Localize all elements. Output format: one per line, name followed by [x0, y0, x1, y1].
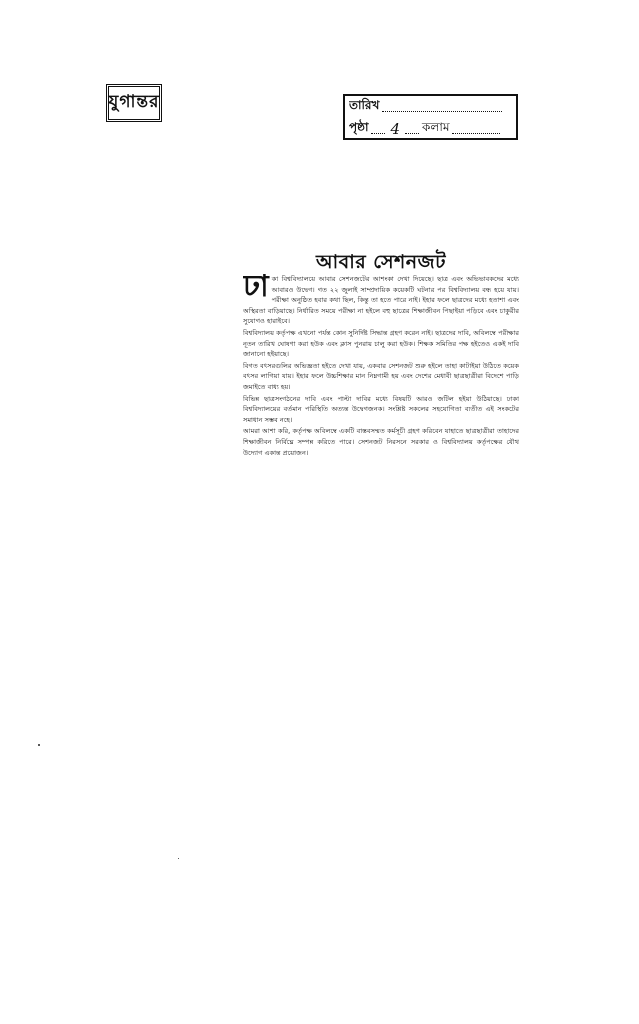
date-page-stamp	[343, 94, 518, 140]
newspaper-name: যুগান্তর	[108, 92, 160, 112]
paragraph: কা বিশ্ববিদ্যালয়ে আবার সেশনজটের আশংকা দেখা দিয়েছে। ছাত্র এবং অভিভাবকদের মধ্যে আবারও উদ্বেগ। গত ২২ জুলাই সাম্প্রদায়িক কয়েকটি ঘটনার পর বিশ্ববিদ্যালয় বন্ধ হয়ে যায়। পরীক্ষা অনুষ্ঠিত হবার কথা ছিল, কিন্তু তা হতে পারে নাই। ইহার ফলে ছাত্রদের মধ্যে হতাশা এবং অস্থিরতা বাড়িয়াছে। নির্ধারিত সময়ে পরীক্ষা না হইলে বহু ছাত্রের শিক্ষাজীবন পিছাইয়া পড়িবে এবং চাকুরীর সুযোগও হারাইবে।	[243, 275, 519, 326]
scan-speck	[38, 744, 40, 746]
page-column-row	[349, 119, 512, 139]
newspaper-name-stamp	[106, 84, 162, 122]
paragraph: বিশ্ববিদ্যালয় কর্তৃপক্ষ এখনো পর্যন্ত কোন সুনির্দিষ্ট সিদ্ধান্ত গ্রহণ করেন নাই। ছাত্রদের দাবি, অবিলম্বে পরীক্ষার নূতন তারিখ ঘোষণা করা হউক এবং ক্লাস পুনরায় চালু করা হউক। শিক্ষক সমিতির পক্ষ হইতেও একই দাবি জানানো হইয়াছে।	[243, 328, 519, 359]
date-label: তারিখ	[349, 98, 380, 112]
paragraph: বিভিন্ন ছাত্রসংগঠনের দাবি এবং পাল্টা দাবির মধ্যে বিষয়টি আরও জটিল হইয়া উঠিয়াছে। ঢাকা বিশ্ববিদ্যালয়ের বর্তমান পরিস্থিতি অত্যন্ত উদ্বেগজনক। সংশ্লিষ্ট সকলের সহযোগিতা ব্যতীত এই সংকটের সমাধান সম্ভব নহে।	[243, 394, 519, 424]
scan-speck	[178, 858, 179, 859]
column-blank	[452, 125, 500, 134]
page-label: পৃষ্ঠা	[349, 120, 369, 134]
column-label: কলাম	[422, 120, 450, 134]
date-row	[349, 97, 512, 117]
article-body	[243, 274, 519, 754]
headline: আবার সেশনজট	[315, 251, 446, 273]
paragraph: আমরা আশা করি, কর্তৃপক্ষ অবিলম্বে একটি বাস্তবসম্মত কর্মসূচী গ্রহণ করিবেন যাহাতে ছাত্রছাত্রীরা তাহাদের শিক্ষাজীবন নির্বিঘ্নে সম্পন্ন করিতে পারে। সেশনজট নিরসনে সরকার ও বিশ্ববিদ্যালয় কর্তৃপক্ষের যৌথ উদ্যোগ একান্ত প্রয়োজন।	[243, 427, 519, 457]
page-blank-left	[371, 125, 385, 134]
date-blank	[382, 103, 502, 112]
paragraph: বিগত বৎসরগুলির অভিজ্ঞতা হইতে দেখা যায়, একবার সেশনজট শুরু হইলে তাহা কাটাইয়া উঠিতে কয়েক বৎসর লাগিয়া যায়। ইহার ফলে উচ্চশিক্ষার মান নিম্নগামী হয় এবং দেশের মেধাবী ছাত্রছাত্রীরা বিদেশে পাড়ি জমাইতে বাধ্য হয়।	[243, 361, 519, 391]
drop-cap: ঢা	[243, 274, 269, 304]
page-blank-right	[405, 125, 419, 134]
page-value: 4	[390, 120, 400, 138]
